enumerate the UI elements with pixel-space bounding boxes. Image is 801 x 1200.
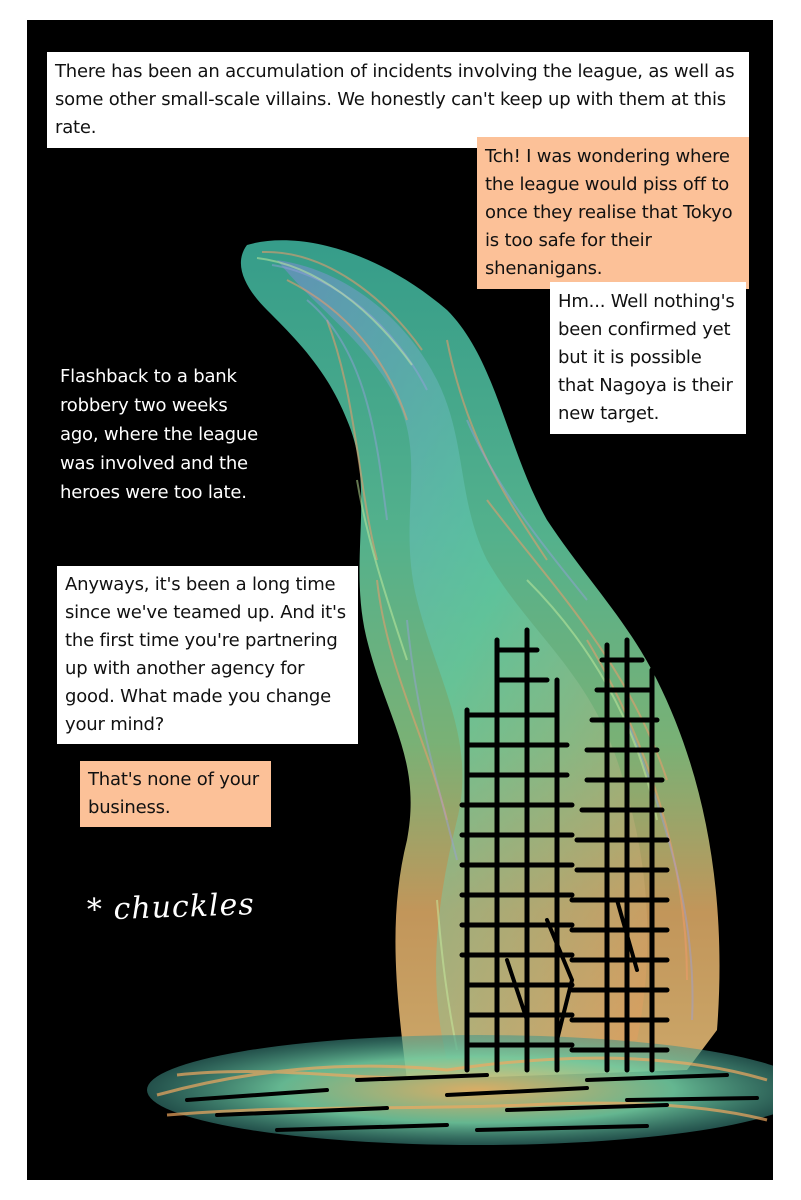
narration-flashback: Flashback to a bank robbery two weeks ago, where the league was involved and the heroes were too late.: [60, 366, 258, 503]
comic-panel: [27, 20, 773, 1180]
speech-bubble-none: That's none of your business.: [80, 761, 271, 827]
flame-base: [147, 1035, 773, 1145]
caption-intro: There has been an accumulation of incidents involving the league, as well as some other small-scale villains. We honestly can't keep up with them at this rate.: [47, 52, 749, 148]
speech-bubble-hm: Hm... Well nothing's been confirmed yet but it is possible that Nagoya is their new target.: [550, 282, 746, 434]
speech-bubble-tch: Tch! I was wondering where the league would piss off to once they realise that Tokyo is too safe for their shenanigans.: [477, 137, 749, 289]
sfx-chuckles: * chuckles: [86, 887, 256, 928]
speech-bubble-anyways: Anyways, it's been a long time since we've teamed up. And it's the first time you're partnering up with another agency for good. What made you change your mind?: [57, 566, 358, 744]
